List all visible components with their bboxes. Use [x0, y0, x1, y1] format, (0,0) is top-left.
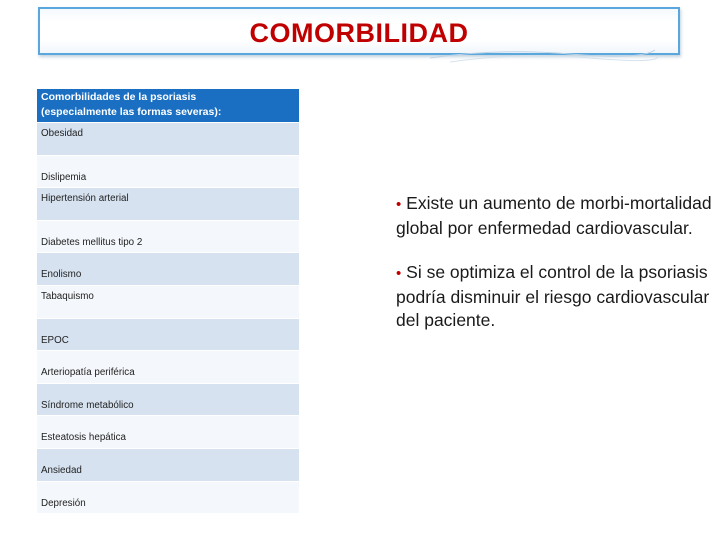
table-header-line-1: Comorbilidades de la psoriasis: [41, 91, 197, 103]
table-row: [37, 449, 299, 482]
bullet-icon: •: [396, 265, 402, 282]
table-cell: Enolismo: [41, 269, 82, 281]
bullet-icon: •: [396, 196, 402, 213]
bullet-list: [396, 192, 716, 354]
table-row: [37, 351, 299, 384]
table-row: [37, 319, 299, 352]
table-cell: Ansiedad: [41, 464, 82, 476]
table-cell: Obesidad: [41, 128, 83, 139]
table-row: [37, 123, 299, 156]
table-row: [37, 156, 299, 189]
table-header: [37, 89, 299, 123]
table-cell: Esteatosis hepática: [41, 432, 126, 444]
table-row: [37, 221, 299, 254]
table-row: [37, 416, 299, 449]
bullet-item: [396, 192, 716, 240]
table-cell: Síndrome metabólico: [41, 399, 134, 411]
table-row: [37, 188, 299, 221]
table-cell: EPOC: [41, 334, 69, 346]
table-row: [37, 253, 299, 286]
bullet-text: Si se optimiza el control de la psoriasis podría disminuir el riesgo cardiovascular del paciente.: [396, 262, 710, 330]
table-cell: Depresión: [41, 497, 86, 509]
slide-title: COMORBILIDAD: [249, 18, 469, 48]
table-row: [37, 482, 299, 515]
table-row: [37, 384, 299, 417]
table-row: [37, 286, 299, 319]
bullet-text: Existe un aumento de morbi-mortalidad global por enfermedad cardiovascular.: [396, 193, 712, 238]
bullet-item: [396, 261, 716, 333]
table-header-line-2: (especialmente las formas severas):: [41, 106, 222, 118]
table-cell: Diabetes mellitus tipo 2: [41, 236, 143, 248]
table-cell: Dislipemia: [41, 171, 87, 183]
comorbidities-table: [37, 89, 299, 514]
table-cell: Arteriopatía periférica: [41, 367, 135, 379]
table-cell: Hipertensión arterial: [41, 193, 129, 205]
decorative-lines: [420, 42, 660, 66]
table-cell: Tabaquismo: [41, 290, 94, 302]
